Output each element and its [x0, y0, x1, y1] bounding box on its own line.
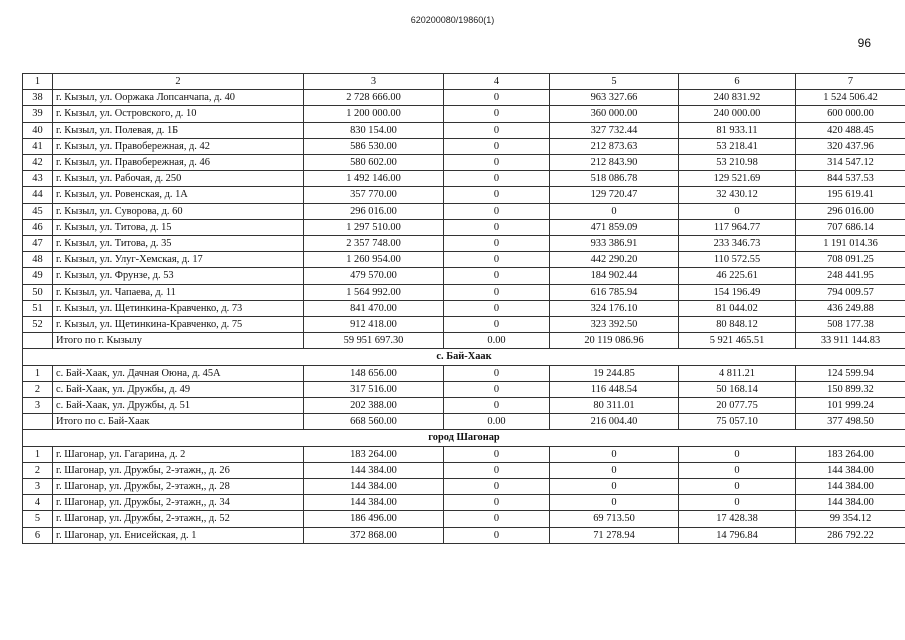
- row-number-cell: 44: [23, 187, 53, 203]
- row-number-cell: 6: [23, 527, 53, 543]
- col7-value-cell: 794 009.57: [796, 284, 905, 300]
- col4-value-cell: 0: [444, 171, 550, 187]
- table-row: [23, 365, 905, 381]
- col5-value-cell: 116 448.54: [550, 381, 679, 397]
- row-number-cell: 2: [23, 381, 53, 397]
- col3-value-cell: 144 384.00: [304, 462, 444, 478]
- row-number-cell: 41: [23, 138, 53, 154]
- address-cell: г. Кызыл, ул. Ооржака Лопсанчапа, д. 40: [53, 90, 304, 106]
- col5-value-cell: 327 732.44: [550, 122, 679, 138]
- address-cell: г. Шагонар, ул. Дружбы, 2-этажн,, д. 26: [53, 462, 304, 478]
- col3-value-cell: 1 564 992.00: [304, 284, 444, 300]
- table-row: [23, 252, 905, 268]
- col3-value-cell: 59 951 697.30: [304, 333, 444, 349]
- col5-value-cell: 616 785.94: [550, 284, 679, 300]
- col6-value-cell: 233 346.73: [679, 236, 796, 252]
- col5-value-cell: 963 327.66: [550, 90, 679, 106]
- col3-value-cell: 186 496.00: [304, 511, 444, 527]
- address-cell: г. Кызыл, ул. Правобережная, д. 46: [53, 155, 304, 171]
- address-cell: г. Шагонар, ул. Гагарина, д. 2: [53, 446, 304, 462]
- col4-value-cell: 0: [444, 219, 550, 235]
- col4-value-cell: 0: [444, 252, 550, 268]
- col5-value-cell: 323 392.50: [550, 317, 679, 333]
- row-number-cell: 1: [23, 446, 53, 462]
- col3-value-cell: 2 728 666.00: [304, 90, 444, 106]
- col4-value-cell: 0: [444, 446, 550, 462]
- col5-value-cell: 212 843.90: [550, 155, 679, 171]
- col6-value-cell: 0: [679, 479, 796, 495]
- row-number-cell: 39: [23, 106, 53, 122]
- col3-value-cell: 668 560.00: [304, 414, 444, 430]
- table-row: [23, 90, 905, 106]
- table-row: [23, 511, 905, 527]
- col4-value-cell: 0: [444, 236, 550, 252]
- col3-value-cell: 148 656.00: [304, 365, 444, 381]
- address-cell: г. Кызыл, ул. Ровенская, д. 1А: [53, 187, 304, 203]
- col6-value-cell: 75 057.10: [679, 414, 796, 430]
- col6-value-cell: 46 225.61: [679, 268, 796, 284]
- table-row: [23, 462, 905, 478]
- col7-value-cell: 436 249.88: [796, 300, 905, 316]
- col7-value-cell: 124 599.94: [796, 365, 905, 381]
- table-row: [23, 381, 905, 397]
- row-number-cell: 46: [23, 219, 53, 235]
- col7-value-cell: 1 191 014.36: [796, 236, 905, 252]
- col3-value-cell: 357 770.00: [304, 187, 444, 203]
- header-row: [23, 74, 905, 90]
- table-row: [23, 479, 905, 495]
- table-row: [23, 317, 905, 333]
- col3-value-cell: 479 570.00: [304, 268, 444, 284]
- header-cell: 5: [550, 74, 679, 90]
- col3-value-cell: 1 200 000.00: [304, 106, 444, 122]
- col6-value-cell: 53 210.98: [679, 155, 796, 171]
- col3-value-cell: 1 260 954.00: [304, 252, 444, 268]
- col7-value-cell: 420 488.45: [796, 122, 905, 138]
- address-cell: г. Шагонар, ул. Дружбы, 2-этажн,, д. 52: [53, 511, 304, 527]
- col4-value-cell: 0: [444, 106, 550, 122]
- col5-value-cell: 19 244.85: [550, 365, 679, 381]
- col4-value-cell: 0: [444, 155, 550, 171]
- address-cell: г. Кызыл, ул. Полевая, д. 1Б: [53, 122, 304, 138]
- col5-value-cell: 0: [550, 462, 679, 478]
- address-cell: г. Кызыл, ул. Фрунзе, д. 53: [53, 268, 304, 284]
- col7-value-cell: 377 498.50: [796, 414, 905, 430]
- data-table: [22, 73, 905, 544]
- address-cell: Итого по г. Кызылу: [53, 333, 304, 349]
- address-cell: г. Кызыл, ул. Улуг-Хемская, д. 17: [53, 252, 304, 268]
- col5-value-cell: 212 873.63: [550, 138, 679, 154]
- row-number-cell: 4: [23, 495, 53, 511]
- col7-value-cell: 144 384.00: [796, 479, 905, 495]
- page-number: 96: [857, 36, 871, 50]
- col7-value-cell: 844 537.53: [796, 171, 905, 187]
- row-number-cell: 50: [23, 284, 53, 300]
- address-cell: с. Бай-Хаак, ул. Дружбы, д. 51: [53, 398, 304, 414]
- col6-value-cell: 14 796.84: [679, 527, 796, 543]
- table-row: [23, 219, 905, 235]
- col4-value-cell: 0: [444, 90, 550, 106]
- row-number-cell: [23, 333, 53, 349]
- col4-value-cell: 0: [444, 495, 550, 511]
- col6-value-cell: 154 196.49: [679, 284, 796, 300]
- row-number-cell: 52: [23, 317, 53, 333]
- col6-value-cell: 80 848.12: [679, 317, 796, 333]
- col4-value-cell: 0: [444, 365, 550, 381]
- col5-value-cell: 0: [550, 446, 679, 462]
- col3-value-cell: 841 470.00: [304, 300, 444, 316]
- table-row: [23, 398, 905, 414]
- col3-value-cell: 144 384.00: [304, 495, 444, 511]
- header-cell: 7: [796, 74, 905, 90]
- col7-value-cell: 320 437.96: [796, 138, 905, 154]
- col4-value-cell: 0.00: [444, 414, 550, 430]
- col6-value-cell: 240 000.00: [679, 106, 796, 122]
- col3-value-cell: 296 016.00: [304, 203, 444, 219]
- col5-value-cell: 69 713.50: [550, 511, 679, 527]
- table-row: [23, 495, 905, 511]
- col6-value-cell: 5 921 465.51: [679, 333, 796, 349]
- col6-value-cell: 0: [679, 446, 796, 462]
- table-body: [23, 74, 905, 544]
- col5-value-cell: 360 000.00: [550, 106, 679, 122]
- section-title: город Шагонар: [23, 430, 905, 446]
- col4-value-cell: 0.00: [444, 333, 550, 349]
- col4-value-cell: 0: [444, 511, 550, 527]
- col6-value-cell: 50 168.14: [679, 381, 796, 397]
- col3-value-cell: 202 388.00: [304, 398, 444, 414]
- col7-value-cell: 708 091.25: [796, 252, 905, 268]
- col3-value-cell: 830 154.00: [304, 122, 444, 138]
- document-id: 620200080/19860(1): [410, 15, 495, 25]
- col4-value-cell: 0: [444, 203, 550, 219]
- col3-value-cell: 183 264.00: [304, 446, 444, 462]
- col6-value-cell: 53 218.41: [679, 138, 796, 154]
- col4-value-cell: 0: [444, 187, 550, 203]
- header-cell: 3: [304, 74, 444, 90]
- col6-value-cell: 81 933.11: [679, 122, 796, 138]
- col5-value-cell: 20 119 086.96: [550, 333, 679, 349]
- address-cell: г. Кызыл, ул. Щетинкина-Кравченко, д. 73: [53, 300, 304, 316]
- col3-value-cell: 1 492 146.00: [304, 171, 444, 187]
- row-number-cell: [23, 414, 53, 430]
- col5-value-cell: 0: [550, 203, 679, 219]
- col7-value-cell: 150 899.32: [796, 381, 905, 397]
- col7-value-cell: 707 686.14: [796, 219, 905, 235]
- col3-value-cell: 1 297 510.00: [304, 219, 444, 235]
- col3-value-cell: 912 418.00: [304, 317, 444, 333]
- col7-value-cell: 33 911 144.83: [796, 333, 905, 349]
- col7-value-cell: 296 016.00: [796, 203, 905, 219]
- col6-value-cell: 117 964.77: [679, 219, 796, 235]
- table-row: [23, 122, 905, 138]
- col6-value-cell: 0: [679, 462, 796, 478]
- address-cell: г. Кызыл, ул. Титова, д. 35: [53, 236, 304, 252]
- col4-value-cell: 0: [444, 300, 550, 316]
- table-row: [23, 236, 905, 252]
- row-number-cell: 3: [23, 479, 53, 495]
- col7-value-cell: 248 441.95: [796, 268, 905, 284]
- table-row: [23, 187, 905, 203]
- col6-value-cell: 129 521.69: [679, 171, 796, 187]
- header-cell: 6: [679, 74, 796, 90]
- table-row: [23, 106, 905, 122]
- col6-value-cell: 0: [679, 495, 796, 511]
- table-row: [23, 138, 905, 154]
- col5-value-cell: 216 004.40: [550, 414, 679, 430]
- col4-value-cell: 0: [444, 122, 550, 138]
- col4-value-cell: 0: [444, 317, 550, 333]
- section-header-row: [23, 349, 905, 365]
- col7-value-cell: 1 524 506.42: [796, 90, 905, 106]
- col6-value-cell: 32 430.12: [679, 187, 796, 203]
- col6-value-cell: 81 044.02: [679, 300, 796, 316]
- col7-value-cell: 314 547.12: [796, 155, 905, 171]
- col5-value-cell: 0: [550, 479, 679, 495]
- row-number-cell: 42: [23, 155, 53, 171]
- col6-value-cell: 4 811.21: [679, 365, 796, 381]
- col3-value-cell: 317 516.00: [304, 381, 444, 397]
- col7-value-cell: 508 177.38: [796, 317, 905, 333]
- col3-value-cell: 2 357 748.00: [304, 236, 444, 252]
- address-cell: г. Шагонар, ул. Дружбы, 2-этажн,, д. 28: [53, 479, 304, 495]
- address-cell: г. Кызыл, ул. Щетинкина-Кравченко, д. 75: [53, 317, 304, 333]
- address-cell: Итого по с. Бай-Хаак: [53, 414, 304, 430]
- col4-value-cell: 0: [444, 268, 550, 284]
- section-title: с. Бай-Хаак: [23, 349, 905, 365]
- row-number-cell: 40: [23, 122, 53, 138]
- col7-value-cell: 101 999.24: [796, 398, 905, 414]
- col3-value-cell: 586 530.00: [304, 138, 444, 154]
- col5-value-cell: 442 290.20: [550, 252, 679, 268]
- table-row: [23, 300, 905, 316]
- address-cell: г. Шагонар, ул. Енисейская, д. 1: [53, 527, 304, 543]
- table-row: [23, 527, 905, 543]
- col7-value-cell: 195 619.41: [796, 187, 905, 203]
- col5-value-cell: 129 720.47: [550, 187, 679, 203]
- table-row: [23, 155, 905, 171]
- address-cell: г. Кызыл, ул. Рабочая, д. 250: [53, 171, 304, 187]
- row-number-cell: 48: [23, 252, 53, 268]
- row-number-cell: 43: [23, 171, 53, 187]
- col4-value-cell: 0: [444, 479, 550, 495]
- address-cell: г. Кызыл, ул. Суворова, д. 60: [53, 203, 304, 219]
- row-number-cell: 5: [23, 511, 53, 527]
- col4-value-cell: 0: [444, 462, 550, 478]
- address-cell: с. Бай-Хаак, ул. Дачная Оюна, д. 45А: [53, 365, 304, 381]
- total-row: [23, 333, 905, 349]
- col5-value-cell: 80 311.01: [550, 398, 679, 414]
- row-number-cell: 49: [23, 268, 53, 284]
- row-number-cell: 2: [23, 462, 53, 478]
- col6-value-cell: 240 831.92: [679, 90, 796, 106]
- col6-value-cell: 110 572.55: [679, 252, 796, 268]
- row-number-cell: 3: [23, 398, 53, 414]
- col7-value-cell: 99 354.12: [796, 511, 905, 527]
- col6-value-cell: 0: [679, 203, 796, 219]
- col4-value-cell: 0: [444, 527, 550, 543]
- col5-value-cell: 0: [550, 495, 679, 511]
- col5-value-cell: 184 902.44: [550, 268, 679, 284]
- row-number-cell: 47: [23, 236, 53, 252]
- address-cell: г. Кызыл, ул. Чапаева, д. 11: [53, 284, 304, 300]
- total-row: [23, 414, 905, 430]
- table-row: [23, 446, 905, 462]
- header-cell: 1: [23, 74, 53, 90]
- header-cell: 2: [53, 74, 304, 90]
- col3-value-cell: 144 384.00: [304, 479, 444, 495]
- col7-value-cell: 144 384.00: [796, 495, 905, 511]
- row-number-cell: 51: [23, 300, 53, 316]
- col3-value-cell: 580 602.00: [304, 155, 444, 171]
- address-cell: с. Бай-Хаак, ул. Дружбы, д. 49: [53, 381, 304, 397]
- col7-value-cell: 286 792.22: [796, 527, 905, 543]
- col3-value-cell: 372 868.00: [304, 527, 444, 543]
- address-cell: г. Шагонар, ул. Дружбы, 2-этажн,, д. 34: [53, 495, 304, 511]
- row-number-cell: 45: [23, 203, 53, 219]
- header-cell: 4: [444, 74, 550, 90]
- address-cell: г. Кызыл, ул. Островского, д. 10: [53, 106, 304, 122]
- col5-value-cell: 71 278.94: [550, 527, 679, 543]
- section-header-row: [23, 430, 905, 446]
- col5-value-cell: 324 176.10: [550, 300, 679, 316]
- address-cell: г. Кызыл, ул. Правобережная, д. 42: [53, 138, 304, 154]
- col4-value-cell: 0: [444, 138, 550, 154]
- col7-value-cell: 144 384.00: [796, 462, 905, 478]
- table-row: [23, 268, 905, 284]
- col7-value-cell: 183 264.00: [796, 446, 905, 462]
- col4-value-cell: 0: [444, 284, 550, 300]
- table-row: [23, 203, 905, 219]
- table-row: [23, 171, 905, 187]
- table-row: [23, 284, 905, 300]
- col6-value-cell: 17 428.38: [679, 511, 796, 527]
- col4-value-cell: 0: [444, 381, 550, 397]
- col5-value-cell: 471 859.09: [550, 219, 679, 235]
- col6-value-cell: 20 077.75: [679, 398, 796, 414]
- col7-value-cell: 600 000.00: [796, 106, 905, 122]
- col4-value-cell: 0: [444, 398, 550, 414]
- address-cell: г. Кызыл, ул. Титова, д. 15: [53, 219, 304, 235]
- row-number-cell: 38: [23, 90, 53, 106]
- col5-value-cell: 518 086.78: [550, 171, 679, 187]
- col5-value-cell: 933 386.91: [550, 236, 679, 252]
- row-number-cell: 1: [23, 365, 53, 381]
